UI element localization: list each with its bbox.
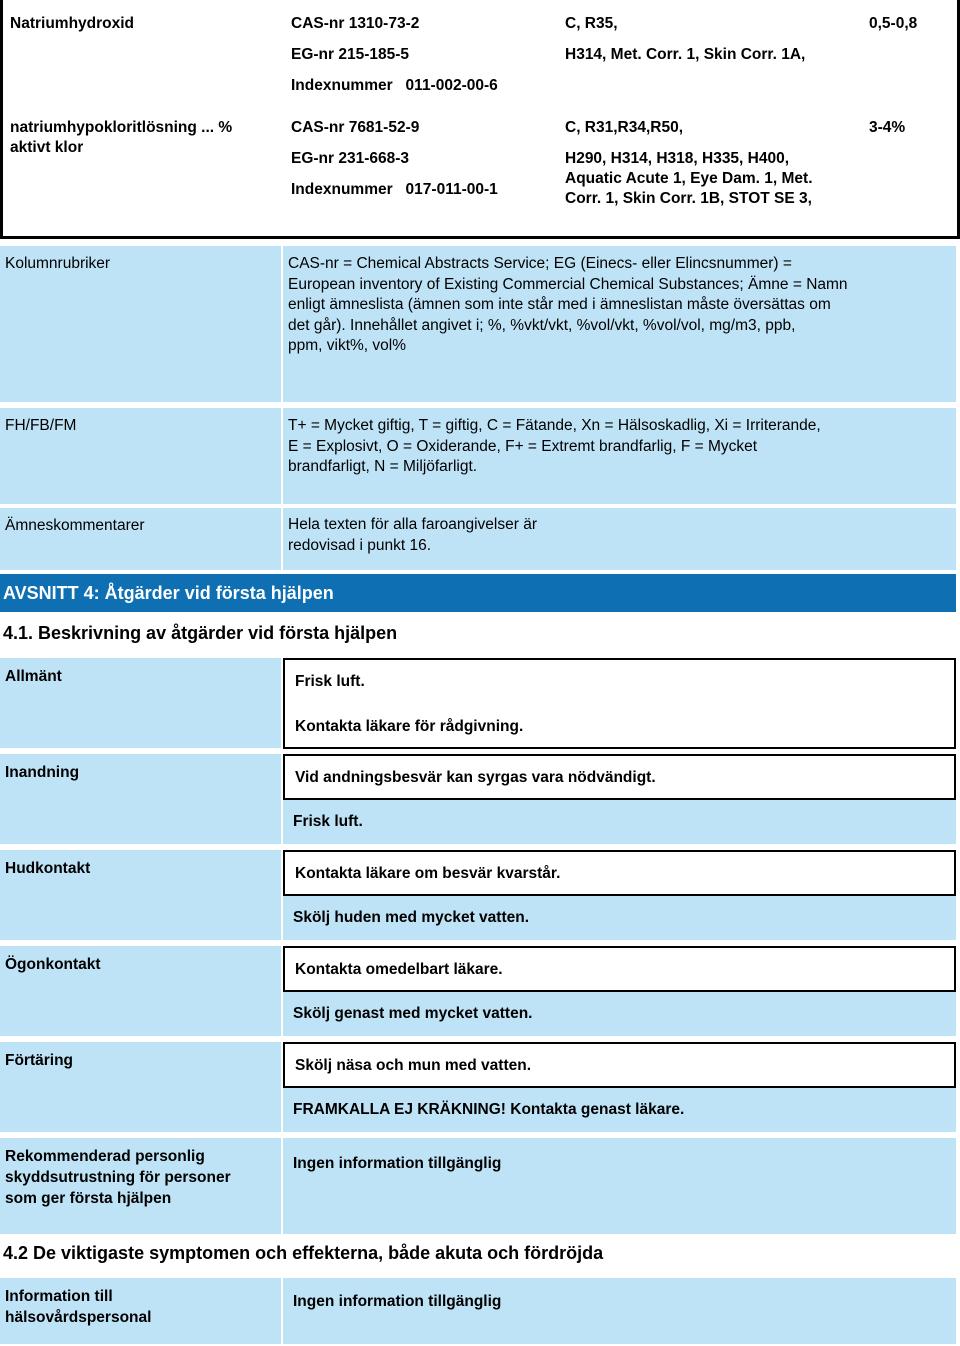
substance-row <box>3 110 957 236</box>
info-label-column-headers <box>0 246 281 402</box>
info-label: Kolumnrubriker <box>5 255 111 272</box>
substance-concentration: 3-4% <box>869 119 906 136</box>
substance-name-line: Natriumhydroxid <box>10 15 135 32</box>
classification-line: H290, H314, H318, H335, H400, <box>565 150 790 167</box>
info-line: E = Explosivt, O = Oxiderande, F+ = Extremt brandfarlig, F = Mycket <box>288 437 758 455</box>
first-aid-label-eyes <box>0 946 281 1036</box>
substance-name-line: natriumhypokloritlösning ... % <box>10 119 233 136</box>
substance-ids <box>291 14 498 96</box>
info-line: ppm, vikt%, vol% <box>288 337 407 354</box>
first-aid-line: FRAMKALLA EJ KRÄKNING! Kontakta genast läkare. <box>293 1101 685 1118</box>
info-value-column-headers <box>283 246 956 402</box>
first-aid-line: Skölj näsa och mun med vatten. <box>295 1057 532 1074</box>
info-line: redovisad i punkt 16. <box>288 536 432 554</box>
first-aid-value-skin <box>283 850 956 940</box>
first-aid-label-general <box>0 658 281 748</box>
info-label-substance-comments <box>0 508 281 570</box>
ppe-label-line: Rekommenderad personlig <box>5 1148 205 1165</box>
info-line: Hela texten för alla faroangivelser är <box>288 516 537 533</box>
ppe-value <box>283 1138 956 1234</box>
health-info-label-line: Information till <box>5 1288 113 1305</box>
first-aid-line: Kontakta omedelbart läkare. <box>295 961 503 978</box>
first-aid-line: Kontakta läkare för rådgivning. <box>295 718 524 735</box>
first-aid-label: Inandning <box>5 764 80 781</box>
info-value-hazard-codes <box>283 408 956 504</box>
cas-number: CAS-nr 1310-73-2 <box>291 15 420 32</box>
substances-table <box>0 0 960 239</box>
eg-number: EG-nr 231-668-3 <box>291 150 410 167</box>
first-aid-label: Ögonkontakt <box>5 956 101 973</box>
first-aid-label-skin <box>0 850 281 940</box>
first-aid-line: Skölj genast med mycket vatten. <box>293 1005 533 1022</box>
info-label: FH/FB/FM <box>5 417 77 434</box>
subsection-4-1-heading: 4.1. Beskrivning av åtgärder vid första hjälpen <box>3 623 398 643</box>
first-aid-value-general <box>283 658 956 748</box>
info-line: CAS-nr = Chemical Abstracts Service; EG (Einecs- eller Elincsnummer) = <box>288 255 792 272</box>
substance-name-line: aktivt klor <box>10 139 84 156</box>
health-info-value-text: Ingen information tillgänglig <box>293 1293 502 1310</box>
substance-classification <box>565 118 813 209</box>
cas-number: CAS-nr 7681-52-9 <box>291 119 420 136</box>
info-label: Ämneskommentarer <box>5 517 145 534</box>
first-aid-line: Skölj huden med mycket vatten. <box>293 909 530 926</box>
health-info-value <box>283 1278 956 1344</box>
classification-line: Aquatic Acute 1, Eye Dam. 1, Met. <box>565 170 813 187</box>
substance-name <box>10 14 134 34</box>
ppe-value-text: Ingen information tillgänglig <box>293 1155 502 1172</box>
info-line: brandfarligt, N = Miljöfarligt. <box>288 458 478 475</box>
ppe-label <box>0 1138 281 1234</box>
info-line: T+ = Mycket giftig, T = giftig, C = Fätande, Xn = Hälsoskadlig, Xi = Irriterande, <box>288 417 821 434</box>
first-aid-label-ingestion <box>0 1042 281 1132</box>
health-info-label <box>0 1278 281 1344</box>
first-aid-text-box <box>283 1042 956 1088</box>
info-label-hazard-codes <box>0 408 281 504</box>
first-aid-label: Allmänt <box>5 668 62 685</box>
first-aid-text-box <box>283 754 956 800</box>
first-aid-text-box <box>283 850 956 896</box>
substance-row <box>3 0 957 110</box>
section-4-heading: AVSNITT 4: Åtgärder vid första hjälpen <box>0 574 956 612</box>
eg-number: EG-nr 215-185-5 <box>291 46 410 63</box>
first-aid-label: Hudkontakt <box>5 860 91 877</box>
first-aid-line: Kontakta läkare om besvär kvarstår. <box>295 865 561 882</box>
classification-line: C, R31,R34,R50, <box>565 119 684 136</box>
substance-ids <box>291 118 498 200</box>
first-aid-value-ingestion <box>283 1042 956 1132</box>
first-aid-line: Frisk luft. <box>293 813 363 830</box>
index-number: Indexnummer 011-002-00-6 <box>291 77 498 94</box>
info-line: det går). Innehållet angivet i; %, %vkt/vkt, %vol/vkt, %vol/vol, mg/m3, ppb, <box>288 316 796 334</box>
info-line: enligt ämneslista (ämnen som inte står med i ämneslistan måste översättas om <box>288 296 831 313</box>
first-aid-text-box <box>283 946 956 992</box>
first-aid-label-inhalation <box>0 754 281 844</box>
subsection-4-2-heading: 4.2 De viktigaste symptomen och effekterna, både akuta och fördröjda <box>3 1243 604 1263</box>
classification-line: Corr. 1, Skin Corr. 1B, STOT SE 3, <box>565 190 812 207</box>
first-aid-line: Frisk luft. <box>295 673 365 690</box>
substance-concentration: 0,5-0,8 <box>869 15 918 32</box>
classification-line: H314, Met. Corr. 1, Skin Corr. 1A, <box>565 46 806 63</box>
first-aid-label: Förtäring <box>5 1052 74 1069</box>
first-aid-value-inhalation <box>283 754 956 844</box>
substance-classification <box>565 14 805 65</box>
info-value-substance-comments <box>283 508 956 570</box>
first-aid-text-box <box>283 658 956 749</box>
info-line: European inventory of Existing Commercial Chemical Substances; Ämne = Namn <box>288 275 848 293</box>
substance-name <box>10 118 232 158</box>
first-aid-line: Vid andningsbesvär kan syrgas vara nödvändigt. <box>295 769 656 786</box>
ppe-label-line: som ger första hjälpen <box>5 1190 172 1207</box>
health-info-label-line: hälsovårdspersonal <box>5 1309 152 1326</box>
ppe-label-line: skyddsutrustning för personer <box>5 1169 231 1186</box>
classification-line: C, R35, <box>565 15 618 32</box>
first-aid-value-eyes <box>283 946 956 1036</box>
index-number: Indexnummer 017-011-00-1 <box>291 181 498 198</box>
